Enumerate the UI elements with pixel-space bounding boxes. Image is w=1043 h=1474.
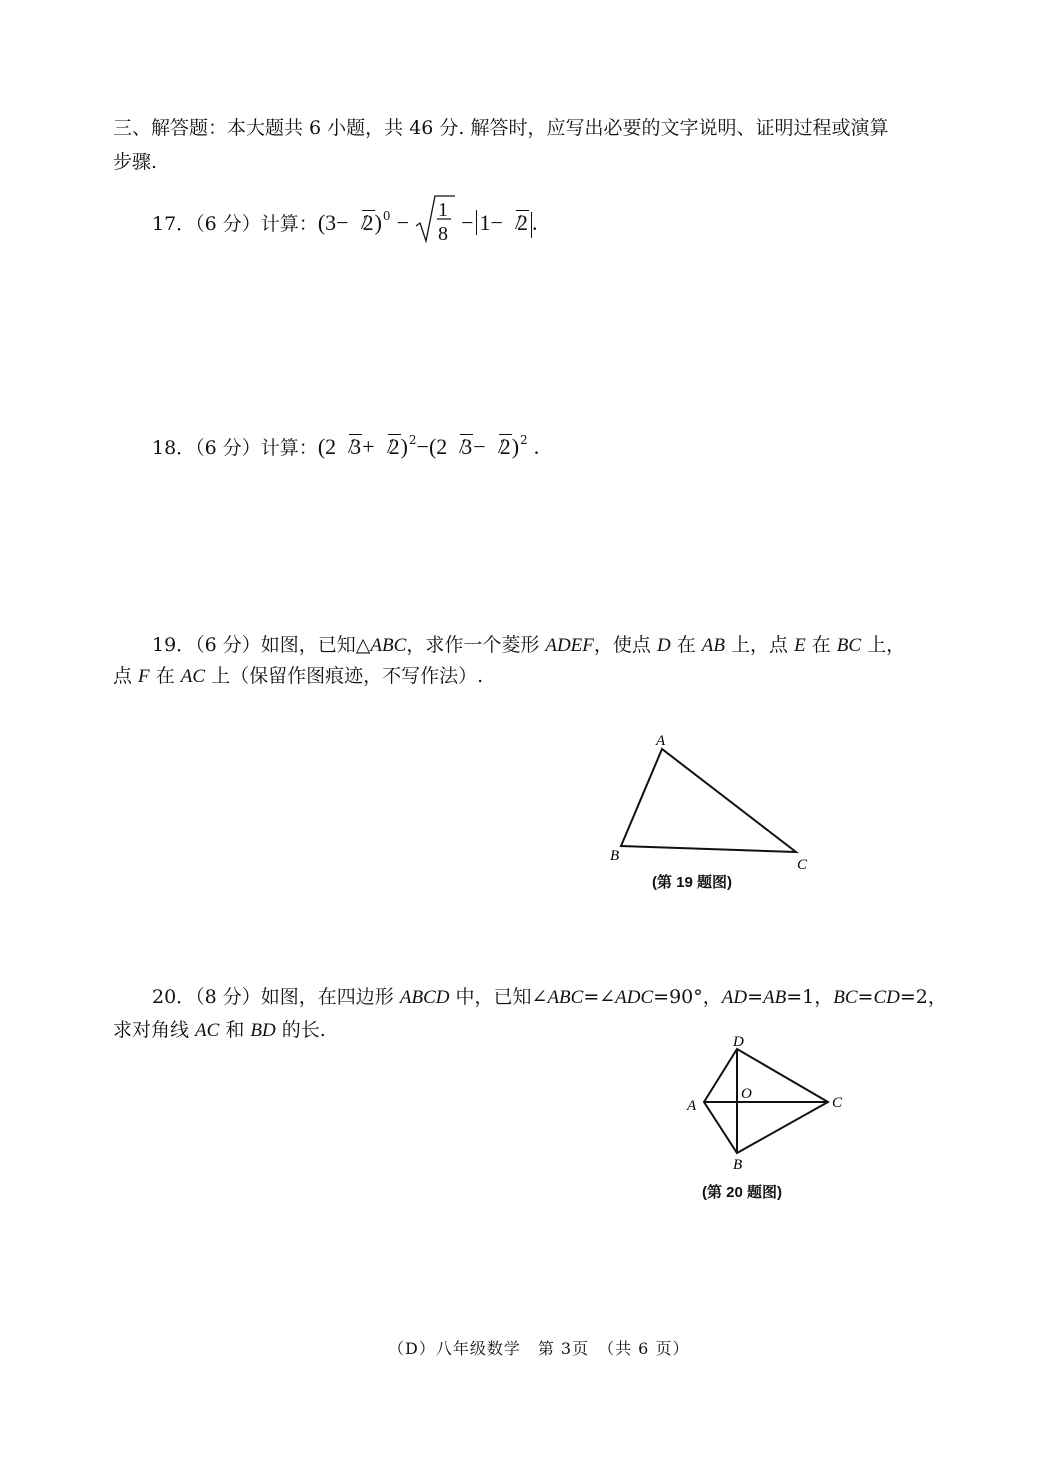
q17-sqrt-fraction [415,200,455,250]
q18-prefix: 18．（6 分）计算： [152,437,318,459]
fig19-vertex-c: C [797,857,808,873]
q17-exponent: 0 [382,209,391,223]
q18-sqrt-3b: 3 [449,431,473,463]
question-20-line2: 求对角线 AC 和 BD 的长. [113,1019,326,1041]
q18-sqrt-3a: 3 [338,431,362,463]
question-18: 18．（6 分）计算：(2 3+ 2)$^2$−(2 3− 2)$^2$ . [152,424,539,464]
q17-minus: − [336,210,349,235]
q17-abs-one: 1 [476,210,491,235]
fig19-vertex-b: B [610,848,620,864]
question-19-line1: 19．（6 分）如图，已知△ABC，求作一个菱形 ADEF，使点 D 在 AB 上，点 E 在 BC 上， [152,634,906,656]
figure-19-caption: (第 19 题图) [652,874,733,891]
question-20-line1: 20．（8 分）如图，在四边形 ABCD 中，已知∠ABC=∠ADC=90°，AD=AB=1，BC=CD=2， [152,986,947,1008]
q17-open: (3 [317,210,337,235]
q17-sqrt-2: 2 [351,207,375,239]
question-17: 17．（6 分）计算：$(3- 2)^0$ − 1 8 − 1− 2 . [152,200,537,250]
figure-20-caption: (第 20 题图) [702,1184,783,1201]
q17-sqrt-2b: 2 [505,207,529,239]
section-heading-line2: 步骤. [113,151,158,173]
q18-sqrt-2b: 2 [488,431,512,463]
q17-frac-num: 1 [438,199,449,221]
page-footer: （D）八年级数学 第 3页 （共 6 页） [388,1339,690,1358]
q17-prefix: 17．（6 分）计算： [152,213,318,235]
figure-20-kite [680,1030,850,1175]
fig20-vertex-a: A [687,1098,697,1114]
fig20-vertex-c: C [832,1095,843,1111]
q17-radical-sign [415,194,455,244]
fig19-vertex-a: A [656,733,666,749]
q17-frac-den: 8 [438,223,449,245]
question-19-line2: 点 F 在 AC 上（保留作图痕迹，不写作法）. [113,665,484,687]
fig20-vertex-d: D [733,1034,744,1050]
section-heading-line1: 三、解答题：本大题共 6 小题，共 46 分. 解答时，应写出必要的文字说明、证明过程或演算 [113,117,889,139]
q18-sqrt-2a: 2 [377,431,401,463]
figure-19-triangle [600,725,820,875]
fig20-vertex-b: B [733,1157,743,1173]
fig20-point-o: O [741,1086,752,1102]
